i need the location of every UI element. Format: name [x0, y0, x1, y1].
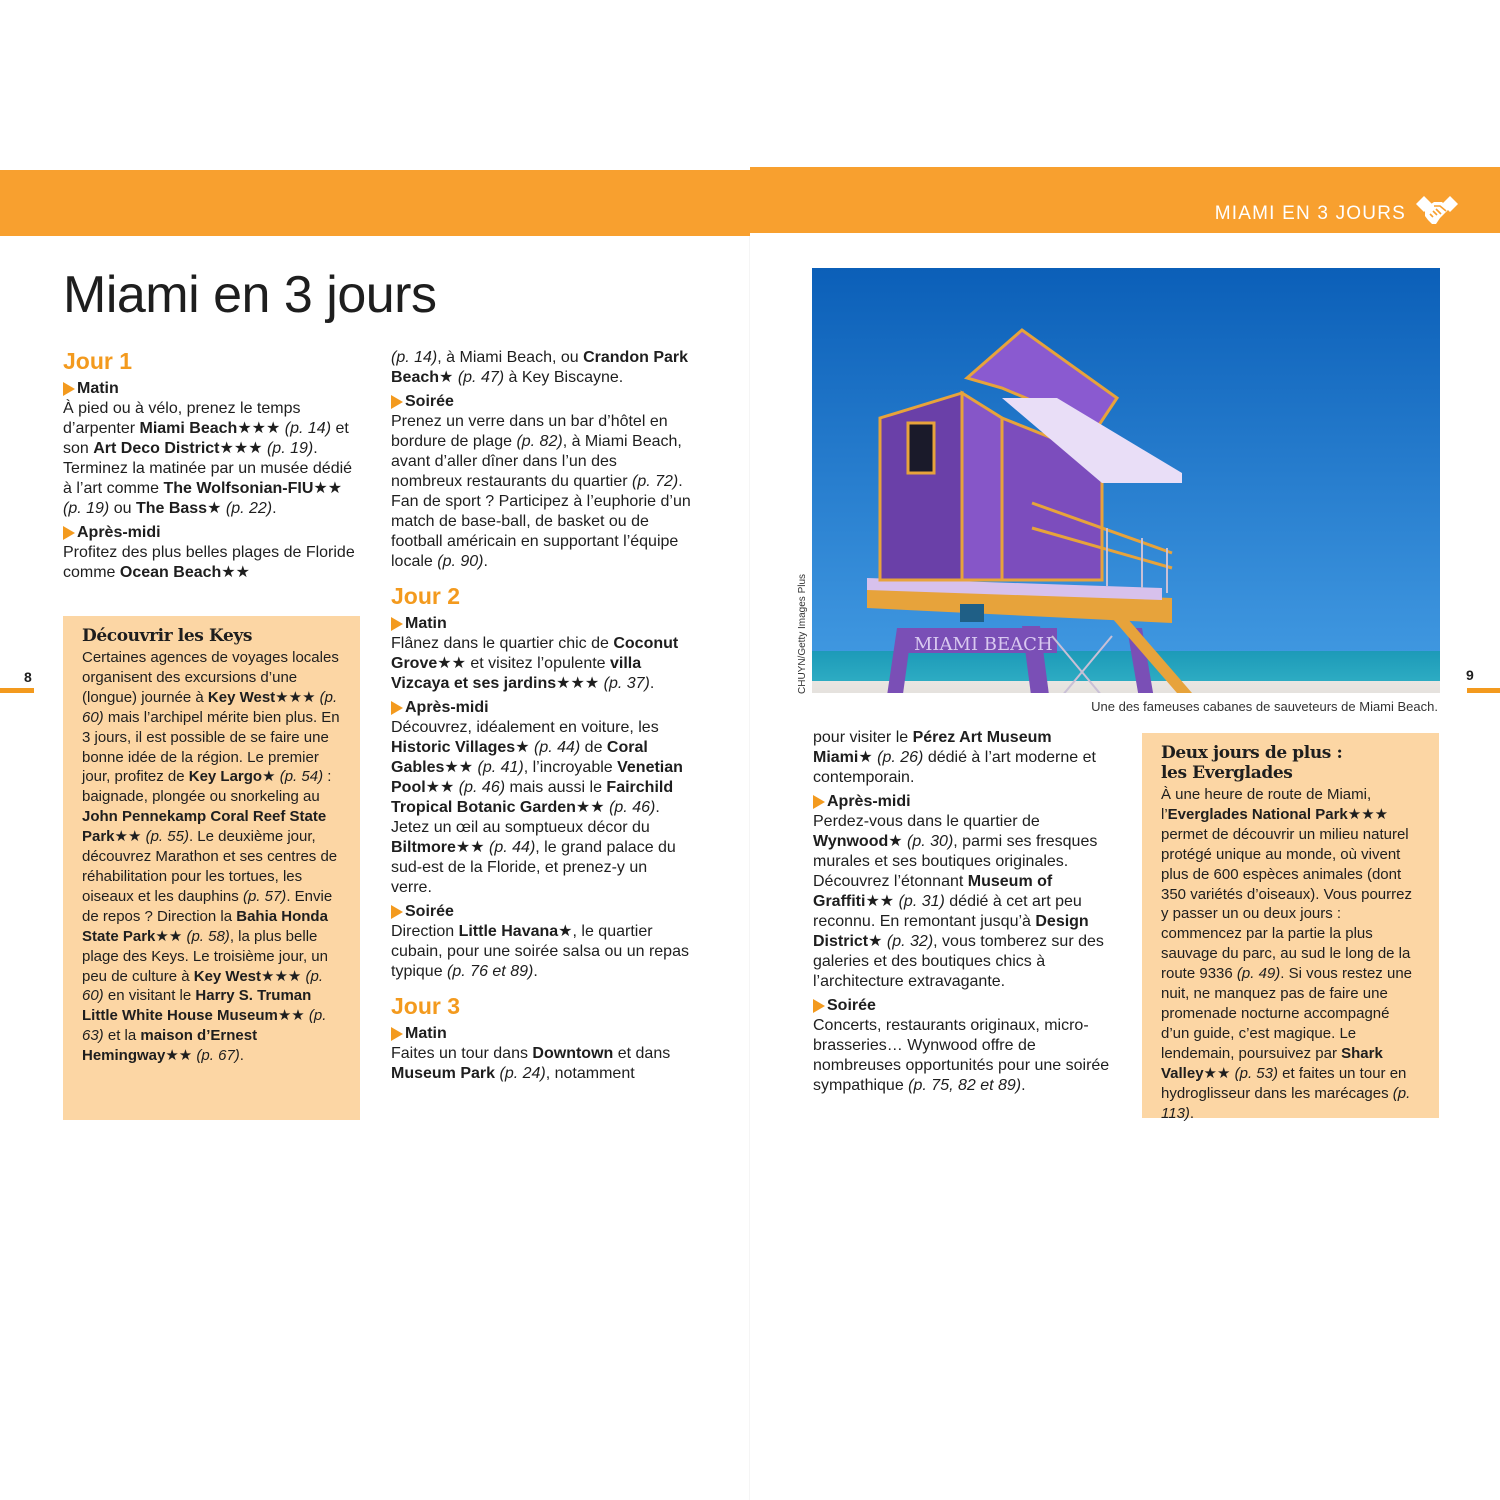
- day-1-evening-text: Prenez un verre dans un bar d’hôtel en bordure de plage (p. 82), à Miami Beach, avant d’aller dîner dans l’un des nombreux restaurants du quartier (p. 72). Fan de sport ? Participez à l’euphorie d’un match de base-ball, de basket ou de football américain en supportant l’équipe locale (p. 90).: [391, 413, 691, 570]
- day-3-heading: Jour 3: [391, 993, 461, 1019]
- page-number-left: 8: [24, 669, 32, 685]
- svg-text:MIAMI BEACH: MIAMI BEACH: [914, 634, 1053, 655]
- triangle-bullet-icon: [813, 795, 825, 809]
- subheading-morning: Matin: [391, 614, 691, 634]
- subheading-afternoon: Après-midi: [63, 523, 363, 543]
- day-2-heading: Jour 2: [391, 583, 461, 609]
- sidebar-box-everglades: [1142, 733, 1439, 1122]
- triangle-bullet-icon: [63, 526, 75, 540]
- day-3-morning-text-end: pour visiter le Pérez Art Museum Miami★ (p. 26) dédié à l’art moderne et contemporain.: [813, 729, 1096, 786]
- box-text: À une heure de route de Miami, l’Everglades National Park★★★ permet de découvrir un milieu naturel protégé unique au monde, où vivent plus de 600 espèces animales (dont 350 variétés d’oiseaux). Vous pourrez y passer un ou deux jours : commencez par la partie la plus sauvage du parc, au sud le long de la route 9336 (p. 49). Si vous restez une nuit, ne manquez pas de faire une promenade nocturne accompagné d’un guide, c’est magique. Le lendemain, poursuivez par Shark Valley★★ (p. 53) et faites un tour en hydroglisseur dans les marécages (p. 113).: [1161, 786, 1412, 1122]
- triangle-bullet-icon: [813, 999, 825, 1013]
- triangle-bullet-icon: [391, 1027, 403, 1041]
- handshake-icon: [1416, 196, 1458, 228]
- header-band-left: [0, 170, 750, 236]
- column-3: [813, 728, 1113, 1096]
- page-gutter: [749, 236, 750, 1500]
- column-2: [391, 348, 691, 1084]
- page-number-right: 9: [1466, 667, 1474, 683]
- triangle-bullet-icon: [391, 395, 403, 409]
- subheading-evening: Soirée: [813, 996, 1113, 1016]
- day-3-morning-text-start: Faites un tour dans Downtown et dans Museum Park (p. 24), notamment: [391, 1045, 671, 1082]
- triangle-bullet-icon: [391, 617, 403, 631]
- subheading-morning: Matin: [63, 379, 363, 399]
- box-title: Découvrir les Keys: [82, 626, 253, 646]
- page-number-bar-right: [1467, 688, 1500, 693]
- day-1-afternoon-text-end: (p. 14), à Miami Beach, ou Crandon Park Beach★ (p. 47) à Key Biscayne.: [391, 349, 689, 386]
- triangle-bullet-icon: [391, 905, 403, 919]
- column-1: [63, 347, 363, 583]
- running-head: MIAMI EN 3 JOURS: [1214, 203, 1406, 224]
- day-3-afternoon-text: Perdez-vous dans le quartier de Wynwood★ (p. 30), parmi ses fresques murales et ses boutiques originales. Découvrez l’étonnant Museum of Graffiti★★ (p. 31) dédié à cet art peu reconnu. En remontant jusqu’à Design District★ (p. 32), vous tomberez sur des galeries et des boutiques chics à l’architecture extravagante.: [813, 813, 1104, 990]
- lifeguard-tower-photo: [812, 268, 1440, 693]
- sidebar-box-keys: [63, 616, 360, 1120]
- box-title: Deux jours de plus : les Everglades: [1161, 743, 1343, 783]
- subheading-afternoon: Après-midi: [391, 698, 691, 718]
- day-2-afternoon-text: Découvrez, idéalement en voiture, les Historic Villages★ (p. 44) de Coral Gables★★ (p. 41), l’incroyable Venetian Pool★★ (p. 46) mais aussi le Fairchild Tropical Botanic Garden★★ (p. 46). Jetez un œil au somptueux décor du Biltmore★★ (p. 44), le grand palace du sud-est de la Floride, et prenez-y un verre.: [391, 719, 683, 896]
- box-text: Certaines agences de voyages locales organisent des excursions d’une (longue) journée à Key West★★★ (p. 60) mais l’archipel mérite bien plus. En 3 jours, il est possible de se faire une bonne idée de la région. Le premier jour, profitez de Key Largo★ (p. 54) : baignade, plongée ou snorkeling au John Pennekamp Coral Reef State Park★★ (p. 55). Le deuxième jour, découvrez Marathon et ses centres de réhabilitation pour les tortues, les oiseaux et les dauphins (p. 57). Envie de repos ? Direction la Bahia Honda State Park★★ (p. 58), la plus belle plage des Keys. Le troisième jour, un peu de culture à Key West★★★ (p. 60) en visitant le Harry S. Truman Little White House Museum★★ (p. 63) et la maison d’Ernest Hemingway★★ (p. 67).: [82, 649, 340, 1065]
- day-3-evening-text: Concerts, restaurants originaux, micro-brasseries… Wynwood offre de nombreuses opportunités pour une soirée sympathique (p. 75, 82 et 89).: [813, 1017, 1110, 1094]
- subheading-evening: Soirée: [391, 902, 691, 922]
- day-2-morning-text: Flânez dans le quartier chic de Coconut Grove★★ et visitez l’opulente villa Vizcaya et ses jardins★★★ (p. 37).: [391, 635, 679, 692]
- day-1-afternoon-text-start: Profitez des plus belles plages de Floride comme Ocean Beach★★: [63, 544, 355, 581]
- page-title: Miami en 3 jours: [63, 266, 437, 324]
- day-2-evening-text: Direction Little Havana★, le quartier cubain, pour une soirée salsa ou un repas typique (p. 76 et 89).: [391, 923, 689, 980]
- subheading-evening: Soirée: [391, 392, 691, 412]
- subheading-morning: Matin: [391, 1024, 691, 1044]
- subheading-afternoon: Après-midi: [813, 792, 1113, 812]
- photo-credit: CHUYN/Getty Images Plus: [797, 573, 808, 694]
- day-1-heading: Jour 1: [63, 348, 133, 374]
- photo-caption: Une des fameuses cabanes de sauveteurs de Miami Beach.: [1091, 699, 1438, 714]
- triangle-bullet-icon: [63, 382, 75, 396]
- page-number-bar-left: [0, 688, 34, 693]
- triangle-bullet-icon: [391, 701, 403, 715]
- day-1-morning-text: À pied ou à vélo, prenez le temps d’arpenter Miami Beach★★★ (p. 14) et son Art Deco District★★★ (p. 19). Terminez la matinée par un musée dédié à l’art comme The Wolfsonian-FIU★★ (p. 19) ou The Bass★ (p. 22).: [63, 400, 353, 517]
